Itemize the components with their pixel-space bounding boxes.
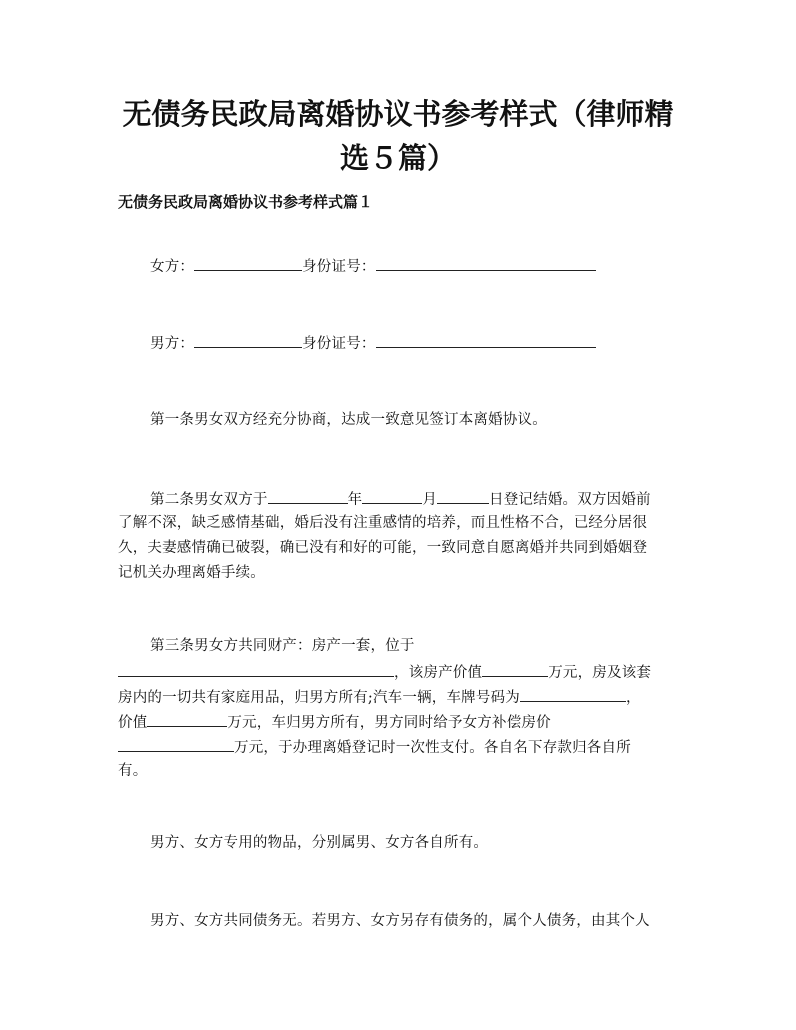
marriage-day-blank (437, 486, 489, 504)
article-1: 第一条男女双方经充分协商，达成一致意见签订本离婚协议。 (150, 412, 547, 428)
car-value-label: 价值 (118, 715, 148, 731)
article-3-line6: 有。 (118, 763, 148, 779)
article-2-line4: 记机关办理离婚手续。 (118, 565, 265, 581)
male-label: 男方： (150, 336, 195, 352)
female-label: 女方： (150, 259, 195, 275)
female-name-blank (194, 253, 302, 271)
property-value-label: ，该房产价值 (394, 665, 483, 681)
article-3-line3 (118, 684, 641, 710)
article-4: 男方、女方专用的物品，分别属男、女方各自所有。 (150, 835, 489, 851)
article-3-line4 (118, 709, 551, 735)
year-label: 年 (347, 492, 363, 508)
marriage-year-blank (268, 486, 348, 504)
male-id-blank (376, 330, 596, 348)
article-2-line2: 了解不深，缺乏感情基础，婚后没有注重感情的培养，而且性格不合，已经分居很 (118, 515, 648, 531)
document-title-line1: 无债务民政局离婚协议书参考样式（律师精 (122, 97, 674, 131)
document-title-line2: 选５篇） (340, 141, 457, 175)
marriage-month-blank (362, 486, 422, 504)
car-value-blank (147, 709, 227, 727)
article-3-line3-end: ， (625, 690, 641, 706)
article-3-line5-end: 万元，于办理离婚登记时一次性支付。各自名下存款归各自所 (234, 740, 631, 756)
male-info-line (150, 330, 596, 356)
article-5: 男方、女方共同债务无。若男方、女方另存有债务的，属个人债务，由其个人 (150, 913, 650, 929)
plate-number-blank (520, 684, 626, 702)
month-label: 月 (422, 492, 438, 508)
article-3-line5 (118, 734, 631, 760)
article-3-line4-end: 万元，车归男方所有，男方同时给予女方补偿房价 (227, 715, 551, 731)
article-3-line3-start: 房内的一切共有家庭用品，归男方所有;汽车一辆，车牌号码为 (118, 690, 520, 706)
property-location-blank (118, 659, 394, 677)
female-id-label: 身份证号： (302, 259, 376, 275)
article-2-day-suffix: 日登记结婚。双方因婚前 (489, 492, 651, 508)
male-id-label: 身份证号： (302, 336, 376, 352)
article-2-line3: 久，夫妻感情确已破裂，确已没有和好的可能，一致同意自愿离婚并共同到婚姻登 (118, 540, 648, 556)
article-3-line2-end: 万元，房及该套 (548, 665, 652, 681)
compensation-blank (118, 734, 234, 752)
male-name-blank (194, 330, 302, 348)
article-3-line2 (118, 659, 651, 685)
property-value-blank (482, 659, 548, 677)
section-heading: 无债务民政局离婚协议书参考样式篇１ (118, 193, 374, 211)
article-2-prefix: 第二条男女双方于 (150, 492, 268, 508)
female-id-blank (376, 253, 596, 271)
article-2-line1 (150, 486, 651, 512)
female-info-line (150, 253, 596, 279)
article-3-line1: 第三条男女方共同财产：房产一套，位于 (150, 638, 415, 654)
